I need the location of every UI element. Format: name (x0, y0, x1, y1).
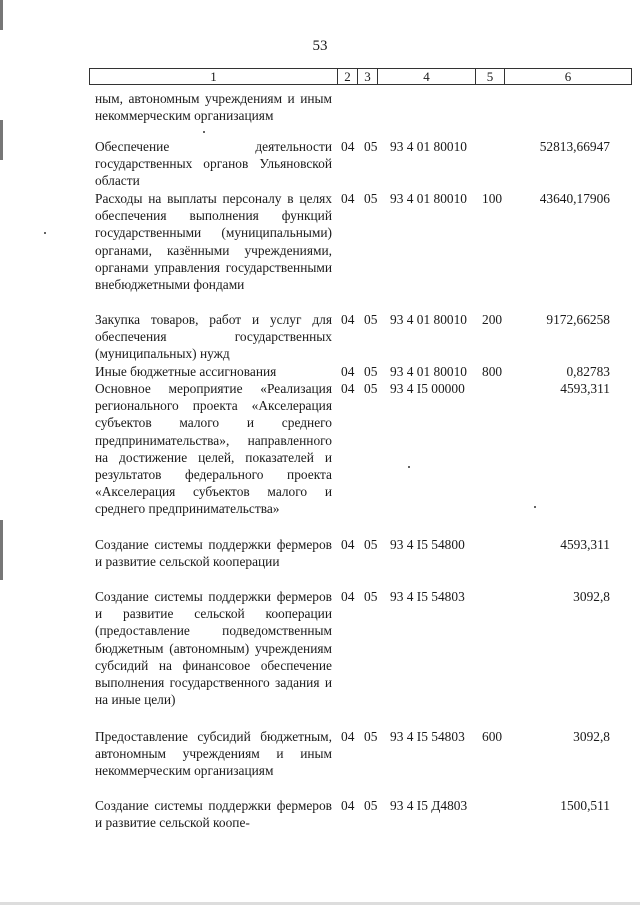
row-amount: 9172,66258 (546, 312, 610, 327)
row-section: 04 (341, 312, 355, 327)
row-name: Создание системы поддержки фермеров и развитие сельской коопе- (95, 798, 332, 831)
scan-speck (44, 232, 46, 234)
row-target: 93 4 I5 54803 (390, 729, 465, 744)
row-target: 93 4 01 80010 (390, 191, 467, 206)
header-col-amount: 6 (564, 69, 572, 84)
row-target: 93 4 01 80010 (390, 312, 467, 327)
row-section: 04 (341, 381, 355, 396)
scan-speck (203, 131, 205, 133)
row-name: Иные бюджетные ассигнования (95, 364, 277, 379)
row-subsection: 05 (364, 381, 378, 396)
row-amount: 0,82783 (566, 364, 610, 379)
row-name: ным, автономным учреждениям и иным некоммерческим организациям (95, 91, 332, 124)
row-amount: 3092,8 (573, 729, 610, 744)
row-subsection: 05 (364, 364, 378, 379)
page-number: 53 (312, 38, 328, 54)
row-name: Создание системы поддержки фермеров и развитие сельской кооперации (предоставление подведомственным бюджетным (автономным) учреждениям субсидий на финансовое обеспечение выполнения государственного задания и на иные цели) (95, 589, 332, 708)
row-section: 04 (341, 537, 355, 552)
row-vtype: 200 (482, 312, 503, 327)
row-target: 93 4 01 80010 (390, 364, 467, 379)
header-col-target: 4 (378, 69, 476, 84)
row-subsection: 05 (364, 729, 378, 744)
row-section: 04 (341, 139, 355, 154)
row-subsection: 05 (364, 537, 378, 552)
row-target: 93 4 I5 Д4803 (390, 798, 468, 813)
row-target: 93 4 I5 00000 (390, 381, 465, 396)
row-vtype: 600 (482, 729, 503, 744)
scan-edge-mark (0, 520, 3, 580)
row-target: 93 4 I5 54803 (390, 589, 465, 604)
row-subsection: 05 (364, 139, 378, 154)
row-vtype: 800 (482, 364, 503, 379)
scan-edge-mark (0, 120, 3, 160)
row-amount: 1500,511 (560, 798, 610, 813)
row-amount: 43640,17906 (539, 191, 610, 206)
row-name: Закупка товаров, работ и услуг для обеспечения государственных (муниципальных) нужд (95, 312, 332, 362)
row-subsection: 05 (364, 798, 378, 813)
scan-speck (534, 506, 536, 508)
table-header (89, 68, 632, 85)
row-section: 04 (341, 729, 355, 744)
row-amount: 4593,311 (560, 381, 610, 396)
row-amount: 3092,8 (573, 589, 610, 604)
row-amount: 52813,66947 (539, 139, 610, 154)
row-section: 04 (341, 798, 355, 813)
row-amount: 4593,311 (560, 537, 610, 552)
row-name: Обеспечение деятельности государственных органов Ульяновской области (95, 139, 332, 189)
row-subsection: 05 (364, 589, 378, 604)
row-target: 93 4 01 80010 (390, 139, 467, 154)
row-name: Предоставление субсидий бюджетным, автономным учреждениям и иным некоммерческим организациям (95, 729, 332, 779)
row-vtype: 100 (482, 191, 503, 206)
row-name: Создание системы поддержки фермеров и развитие сельской кооперации (95, 537, 332, 570)
scan-speck (408, 466, 410, 468)
header-col-vtype: 5 (476, 69, 505, 84)
scan-edge-mark (0, 0, 3, 30)
row-section: 04 (341, 191, 355, 206)
row-section: 04 (341, 589, 355, 604)
row-target: 93 4 I5 54800 (390, 537, 465, 552)
row-name: Основное мероприятие «Реализация регионального проекта «Акселерация субъектов малого и среднего предпринимательства», направленного на достижение целей, показателей и результатов федерального проекта «Акселерация субъектов малого и среднего предпринимательства» (95, 381, 332, 517)
row-name: Расходы на выплаты персоналу в целях обеспечения выполнения функций государственными (муниципальными) органами, казёнными учреждениями, органами управления государственными внебюджетными фондами (95, 191, 332, 293)
row-section: 04 (341, 364, 355, 379)
header-col-name: 1 (90, 69, 338, 84)
header-col-section: 2 (338, 69, 358, 84)
header-col-subsection: 3 (358, 69, 378, 84)
row-subsection: 05 (364, 312, 378, 327)
row-subsection: 05 (364, 191, 378, 206)
